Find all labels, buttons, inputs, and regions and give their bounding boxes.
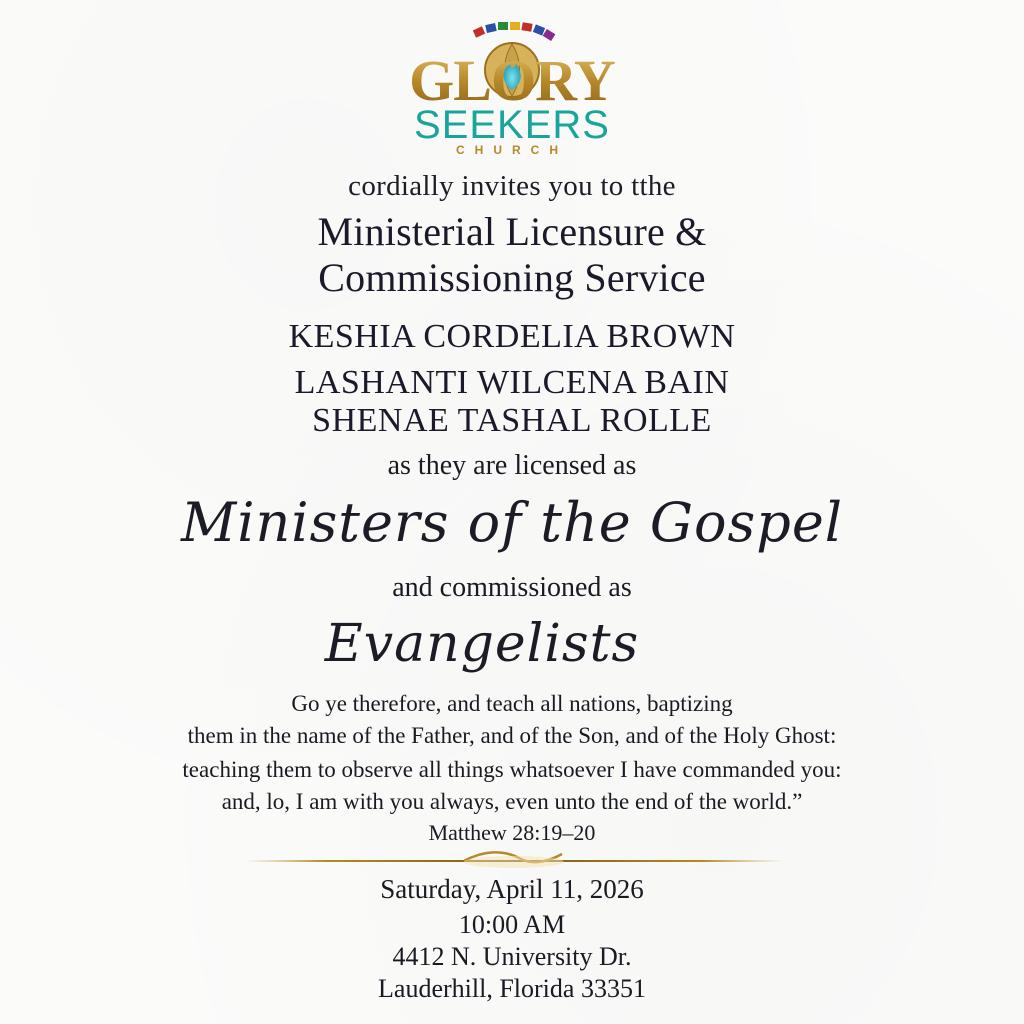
event-time: 10:00 AM: [458, 910, 566, 939]
scripture-line: Go ye therefore, and teach all nations, baptizing: [291, 691, 733, 716]
event-date: Saturday, April 11, 2026: [380, 874, 644, 904]
honoree-name: LASHANTI WILCENA BAIN: [294, 364, 730, 401]
scripture-line: them in the name of the Father, and of the Son, and of the Holy Ghost:: [187, 723, 837, 748]
service-title-line1: Ministerial Licensure &: [317, 209, 707, 254]
commissioned-text: and commissioned as: [392, 572, 632, 603]
event-address-line2: Lauderhill, Florida 33351: [378, 974, 646, 1003]
event-address-line1: 4412 N. University Dr.: [392, 942, 632, 971]
scripture-reference: Matthew 28:19–20: [428, 820, 596, 845]
gold-divider: [244, 846, 784, 876]
svg-text:SEEKERS: SEEKERS: [414, 103, 610, 147]
flags-icon: [473, 22, 556, 41]
honoree-name: SHENAE TASHAL ROLLE: [312, 402, 712, 439]
honoree-name: KESHIA CORDELIA BROWN: [288, 318, 736, 355]
commissioned-title: Evangelists: [324, 614, 640, 674]
svg-text:CHURCH: CHURCH: [456, 143, 568, 157]
svg-text:GLORY: GLORY: [409, 48, 615, 113]
licensed-title: Ministers of the Gospel: [180, 491, 844, 554]
scripture-line: teaching them to observe all things whatsoever I have commanded you:: [182, 757, 842, 782]
service-title-line2: Commissioning Service: [318, 255, 706, 300]
intro-text: cordially invites you to tthe: [348, 170, 676, 202]
church-logo: [362, 20, 662, 160]
scripture-line: and, lo, I am with you always, even unto the end of the world.”: [221, 789, 803, 814]
licensed-text: as they are licensed as: [387, 450, 637, 481]
